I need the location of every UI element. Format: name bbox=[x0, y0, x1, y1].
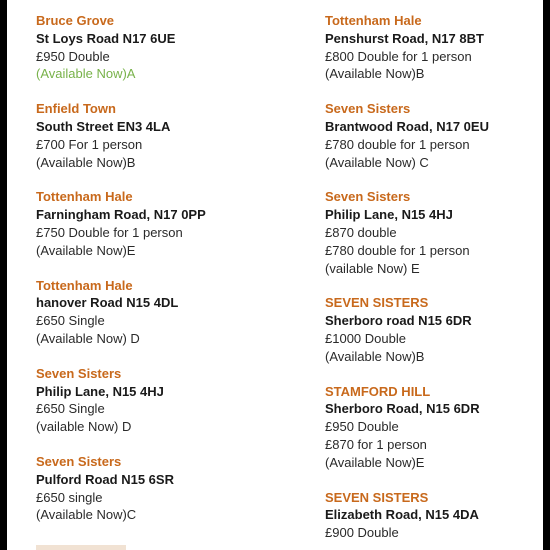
listing-detail: (Available Now)B bbox=[325, 66, 425, 82]
listing-detail: £870 double bbox=[325, 224, 397, 240]
listings-sheet bbox=[7, 0, 543, 550]
listing-detail: (Available Now)E bbox=[36, 242, 136, 258]
listing-address: Sherboro road N15 6DR bbox=[325, 313, 472, 329]
listing bbox=[325, 100, 540, 171]
listing bbox=[325, 489, 540, 542]
listing-detail: (Available Now) D bbox=[36, 330, 140, 346]
listing bbox=[36, 188, 296, 259]
listing-detail: £870 for 1 person bbox=[325, 436, 427, 452]
listing-area: STAMFORD HILL bbox=[325, 383, 431, 399]
listing-address: Penshurst Road, N17 8BT bbox=[325, 30, 484, 46]
listing-detail: (Available Now)A bbox=[36, 66, 136, 82]
listing bbox=[36, 453, 296, 524]
listing-address: St Loys Road N17 6UE bbox=[36, 30, 176, 46]
listing-detail: £900 Double bbox=[325, 525, 399, 541]
listing-address: Philip Lane, N15 4HJ bbox=[325, 207, 453, 223]
listing bbox=[325, 383, 540, 472]
listing-detail: £780 double for 1 person bbox=[325, 242, 470, 258]
listing-detail: (vailable Now) D bbox=[36, 419, 132, 435]
listing-area: Seven Sisters bbox=[325, 189, 411, 205]
listing-detail: (Available Now) C bbox=[325, 154, 429, 170]
listing-address: Elizabeth Road, N15 4DA bbox=[325, 507, 479, 523]
listing-detail: (Available Now)B bbox=[325, 348, 425, 364]
listing-detail: £650 Single bbox=[36, 313, 105, 329]
listing-detail: £950 Double bbox=[325, 419, 399, 435]
right-column bbox=[325, 12, 540, 550]
left-column bbox=[36, 12, 296, 541]
listing bbox=[36, 365, 296, 436]
cut-off-listing-edge bbox=[36, 545, 126, 550]
listing-detail: (Available Now)C bbox=[36, 507, 137, 523]
listing-detail: £800 Double for 1 person bbox=[325, 48, 472, 64]
listing-detail: £650 Single bbox=[36, 401, 105, 417]
listing-detail: £950 Double bbox=[36, 48, 110, 64]
listing-address: Brantwood Road, N17 0EU bbox=[325, 118, 489, 134]
listing-area: Seven Sisters bbox=[36, 453, 122, 469]
listing-area: Tottenham Hale bbox=[325, 13, 422, 28]
listing-address: Farningham Road, N17 0PP bbox=[36, 207, 206, 223]
listing-address: Pulford Road N15 6SR bbox=[36, 471, 174, 487]
listing-detail: £650 single bbox=[36, 489, 103, 505]
listing bbox=[36, 12, 296, 83]
listing-area: Tottenham Hale bbox=[36, 277, 133, 293]
listing bbox=[36, 277, 296, 348]
listing-detail: £1000 Double bbox=[325, 330, 406, 346]
listing bbox=[325, 294, 540, 365]
listing-detail: (Available Now)E bbox=[325, 454, 425, 470]
listing-address: hanover Road N15 4DL bbox=[36, 295, 179, 311]
listing-area: SEVEN SISTERS bbox=[325, 489, 429, 505]
listing-address: South Street EN3 4LA bbox=[36, 118, 171, 134]
listing-area: Seven Sisters bbox=[36, 365, 122, 381]
listing-area: Bruce Grove bbox=[36, 13, 115, 28]
listing bbox=[36, 100, 296, 171]
listing-area: Enfield Town bbox=[36, 101, 116, 117]
listing-detail: £780 double for 1 person bbox=[325, 136, 470, 152]
listing-detail: (vailable Now) E bbox=[325, 260, 420, 276]
listing-area: Tottenham Hale bbox=[36, 189, 133, 205]
listing-area: SEVEN SISTERS bbox=[325, 295, 429, 311]
listing-address: Philip Lane, N15 4HJ bbox=[36, 383, 164, 399]
listing-address: Sherboro Road, N15 6DR bbox=[325, 401, 480, 417]
listing-detail: £750 Double for 1 person bbox=[36, 224, 183, 240]
listing-detail: (Available Now)B bbox=[36, 154, 136, 170]
listing-area: Seven Sisters bbox=[325, 101, 411, 117]
listing bbox=[325, 12, 540, 83]
listing bbox=[325, 188, 540, 277]
listing-detail: £700 For 1 person bbox=[36, 136, 143, 152]
